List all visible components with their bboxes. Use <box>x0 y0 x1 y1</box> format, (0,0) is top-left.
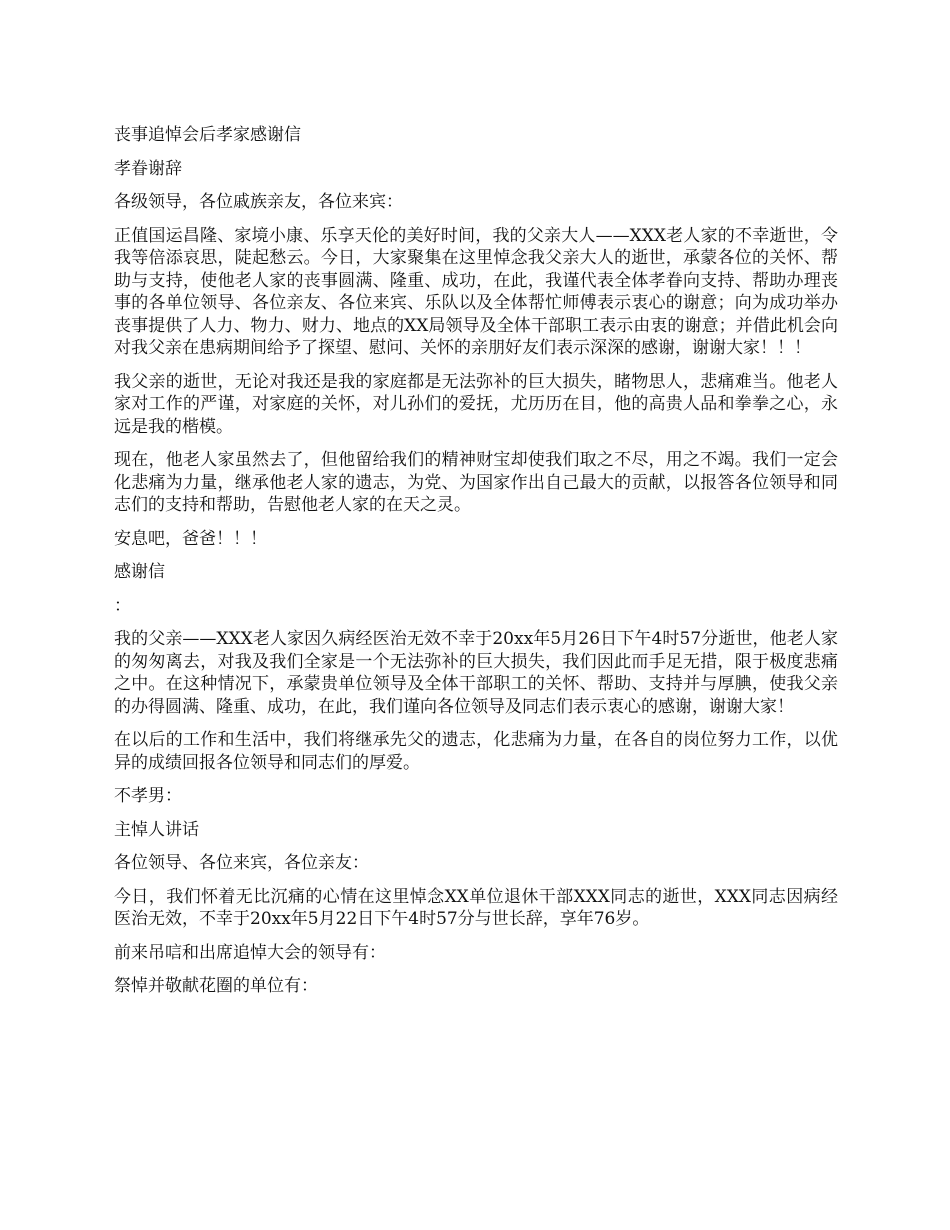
section-heading: 主悼人讲话 <box>114 819 199 840</box>
body-paragraph: 我父亲的逝世，无论对我还是我的家庭都是无法弥补的巨大损失，睹物思人，悲痛难当。他老人家对工作的严谨，对家庭的关怀，对儿孙们的爱抚，尤历历在目，他的高贵人品和拳拳之心，永远是我的楷模。 <box>114 371 838 437</box>
body-paragraph: 祭悼并敬献花圈的单位有： <box>114 976 318 996</box>
closing-line: 安息吧，爸爸！！！ <box>114 528 267 549</box>
body-paragraph: 现在，他老人家虽然去了，但他留给我们的精神财宝却使我们取之不尽，用之不竭。我们一定会化悲痛为力量，继承他老人家的遗志，为党、为国家作出自己最大的贡献，以报答各位领导和同志们的支持和帮助，告慰他老人家的在天之灵。 <box>114 450 838 515</box>
body-paragraph: 我的父亲——XXX老人家因久病经医治无效不幸于20xx年5月26日下午4时57分逝世，他老人家的匆匆离去，对我及我们全家是一个无法弥补的巨大损失，我们因此而手足无措，限于极度悲痛之中。在这种情况下，承蒙贵单位领导及全体干部职工的关怀、帮助、支持并与厚腆，使我父亲的办得圆满、隆重、成功，在此，我们谨向各位领导及同志们表示衷心的感谢，谢谢大家！ <box>114 629 838 717</box>
body-paragraph: 在以后的工作和生活中，我们将继承先父的遗志，化悲痛为力量，在各自的岗位努力工作，以优异的成绩回报各位领导和同志们的厚爱。 <box>114 730 838 773</box>
body-paragraph: 正值国运昌隆、家境小康、乐享天伦的美好时间，我的父亲大人——XXX老人家的不幸逝世，令我等倍添哀思，陡起愁云。今日，大家聚集在这里悼念我父亲大人的逝世，承蒙各位的关怀、帮助与支持，使他老人家的丧事圆满、隆重、成功，在此，我谨代表全体孝眷向支持、帮助办理丧事的各单位领导、各位亲友、各位来宾、乐队以及全体帮忙师傅表示衷心的谢意；向为成功举办丧事提供了人力、物力、财力、地点的XX局领导及全体干部职工表示由衷的谢意；并借此机会向对我父亲在患病期间给予了探望、慰问、关怀的亲朋好友们表示深深的感谢，谢谢大家！！！ <box>114 225 838 358</box>
body-paragraph: 前来吊唁和出席追悼大会的领导有： <box>114 942 386 963</box>
salutation: ： <box>114 595 131 616</box>
body-paragraph: 今日，我们怀着无比沉痛的心情在这里悼念XX单位退休干部XXX同志的逝世，XXX同志因病经医治无效，不幸于20xx年5月22日下午4时57分与世长辞，享年76岁。 <box>114 886 838 929</box>
document-title: 丧事追悼会后孝家感谢信 <box>114 125 301 145</box>
document-body <box>114 124 838 1009</box>
section-heading: 孝眷谢辞 <box>114 158 182 179</box>
signature-line: 不孝男： <box>114 786 182 806</box>
salutation: 各级领导，各位戚族亲友，各位来宾： <box>114 192 403 212</box>
section-heading: 感谢信 <box>114 562 165 582</box>
salutation: 各位领导、各位来宾，各位亲友： <box>114 853 369 873</box>
